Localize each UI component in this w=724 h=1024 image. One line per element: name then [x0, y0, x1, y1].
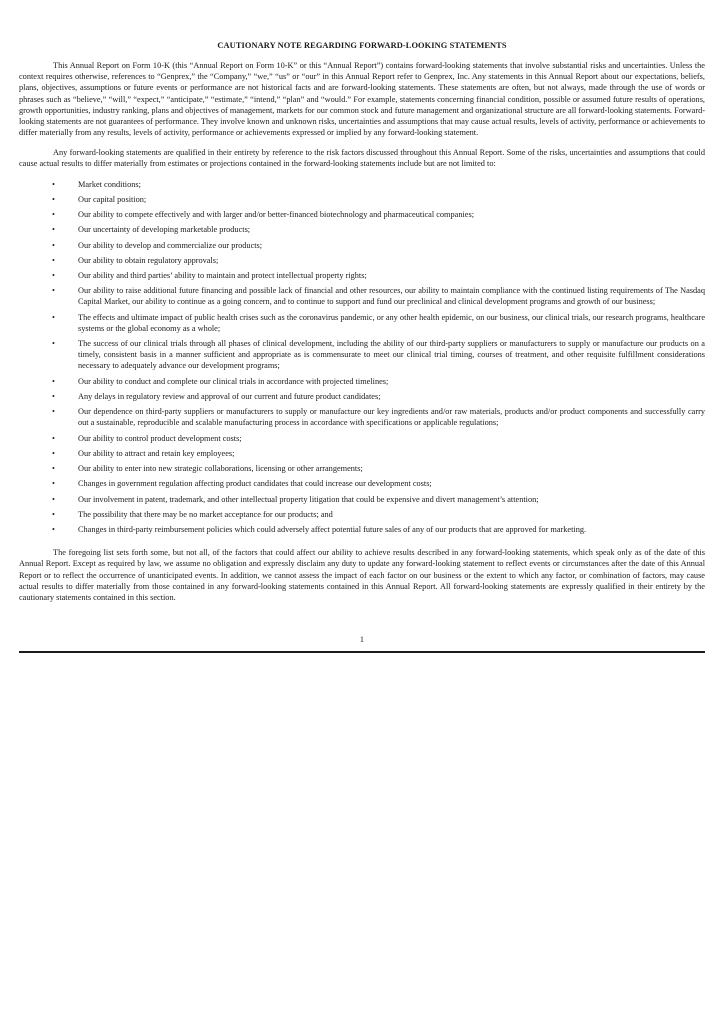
- list-item: [19, 509, 705, 520]
- list-item-text: Changes in third-party reimbursement policies which could adversely affect potential future sales of any of our products that are approved for marketing.: [78, 525, 587, 535]
- page-number: 1: [359, 635, 365, 644]
- list-item: [19, 433, 705, 444]
- list-item: [19, 270, 705, 281]
- list-item-text: Our ability to attract and retain key employees;: [78, 448, 235, 458]
- list-item: [19, 391, 705, 402]
- document-page: [19, 40, 705, 612]
- page-divider: [19, 651, 705, 653]
- bullet-icon: •: [52, 433, 55, 443]
- risk-factor-list: [19, 179, 705, 536]
- list-item-text: Our ability to conduct and complete our clinical trials in accordance with projected timelines;: [78, 376, 389, 386]
- list-item-text: Our ability to obtain regulatory approvals;: [78, 255, 219, 265]
- list-item: [19, 224, 705, 235]
- list-item-text: Our ability to raise additional future financing and possible lack of financial and other resources, our ability to maintain compliance with the continued listing requirements of The Nasdaq Capital Market, our ability to continue as a going concern, and to continue to support and fund our preclinical and clinical development programs and growth of our business;: [78, 286, 705, 307]
- closing-paragraph: The foregoing list sets forth some, but not all, of the factors that could affect our ability to achieve results described in any forward-looking statements, which speak only as of the date of this Annual Report. Except as required by law, we assume no obligation and expressly disclaim any duty to update any forward-looking statement to reflect events or circumstances after the date of this Annual Report or to reflect the occurrence of unanticipated events. In addition, we cannot assess the impact of each factor on our business or the extent to which any factor, or combination of factors, may cause actual results to differ materially from those contained in any forward-looking statements contained in this Annual Report. All forward-looking statements are expressly qualified in their entirety by the cautionary statements contained in this section.: [19, 548, 705, 602]
- bullet-icon: •: [52, 525, 55, 535]
- list-item: [19, 463, 705, 474]
- bullet-icon: •: [52, 376, 55, 386]
- list-item: [19, 478, 705, 489]
- bullet-icon: •: [52, 494, 55, 504]
- list-item: [19, 240, 705, 251]
- list-item-text: Our ability and third parties’ ability to maintain and protect intellectual property rights;: [78, 271, 367, 281]
- list-item-text: The success of our clinical trials through all phases of clinical development, including the ability of our third-party suppliers or manufacturers to supply or manufacture our products on a timely, consistent basis in a manner sufficient and appropriate as is commensurate to meet our clinical trial timing, courses of treatment, and other requisite fulfillment considerations necessary to adequately advance our development programs;: [78, 339, 705, 371]
- list-item: [19, 312, 705, 334]
- list-item: [19, 338, 705, 371]
- bullet-icon: •: [52, 240, 55, 250]
- list-item: [19, 285, 705, 307]
- list-item-text: Our ability to control product development costs;: [78, 433, 242, 443]
- bullet-icon: •: [52, 339, 55, 349]
- list-item: [19, 179, 705, 190]
- bullet-icon: •: [52, 194, 55, 204]
- qualification-paragraph: Any forward-looking statements are qualified in their entirety by reference to the risk factors discussed throughout this Annual Report. Some of the risks, uncertainties and assumptions that could cause actual results to differ materially from estimates or projections contained in the forward-looking statements include but are not limited to:: [19, 148, 705, 169]
- bullet-icon: •: [52, 179, 55, 189]
- list-item-text: The possibility that there may be no market acceptance for our products; and: [78, 509, 333, 519]
- list-item-text: Our capital position;: [78, 194, 147, 204]
- list-item: [19, 524, 705, 535]
- bullet-icon: •: [52, 210, 55, 220]
- list-item: [19, 209, 705, 220]
- bullet-icon: •: [52, 509, 55, 519]
- list-item: [19, 448, 705, 459]
- list-item: [19, 406, 705, 428]
- list-item-text: The effects and ultimate impact of public health crises such as the coronavirus pandemic, or any other health epidemic, on our business, our clinical trials, our research programs, healthcare systems or the global economy as a whole;: [78, 312, 705, 333]
- list-item-text: Our uncertainty of developing marketable products;: [78, 225, 251, 235]
- bullet-icon: •: [52, 391, 55, 401]
- bullet-icon: •: [52, 479, 55, 489]
- bullet-icon: •: [52, 225, 55, 235]
- list-item: [19, 194, 705, 205]
- bullet-icon: •: [52, 255, 55, 265]
- bullet-icon: •: [52, 407, 55, 417]
- list-item-text: Market conditions;: [78, 179, 141, 189]
- list-item-text: Our involvement in patent, trademark, and other intellectual property litigation that could be expensive and divert management’s attention;: [78, 494, 539, 504]
- list-item-text: Any delays in regulatory review and approval of our current and future product candidates;: [78, 391, 381, 401]
- bullet-icon: •: [52, 312, 55, 322]
- list-item-text: Changes in government regulation affecting product candidates that could increase our development costs;: [78, 479, 432, 489]
- bullet-icon: •: [52, 271, 55, 281]
- list-item: [19, 376, 705, 387]
- bullet-icon: •: [52, 448, 55, 458]
- list-item-text: Our dependence on third-party suppliers or manufacturers to supply or manufacture our key ingredients and/or raw materials, products and/or product components and successfully carry out a sustainable, reproducible and scalable manufacturing process in accordance with specifications or applicable regulations;: [78, 407, 705, 428]
- bullet-icon: •: [52, 286, 55, 296]
- list-item-text: Our ability to develop and commercialize our products;: [78, 240, 263, 250]
- list-item-text: Our ability to enter into new strategic collaborations, licensing or other arrangements;: [78, 464, 363, 474]
- bullet-icon: •: [52, 464, 55, 474]
- page-title: CAUTIONARY NOTE REGARDING FORWARD-LOOKING STATEMENTS: [217, 41, 507, 50]
- intro-paragraph: This Annual Report on Form 10-K (this “Annual Report on Form 10-K” or this “Annual Report”) contains forward-looking statements that involve substantial risks and uncertainties. Unless the context requires otherwise, references to “Genprex,” the “Company,” “we,” “us” or “our” in this Annual Report refer to Genprex, Inc. Any statements in this Annual Report about our expectations, beliefs, plans, objectives, assumptions or future events or performance are not historical facts and are forward-looking statements. These statements are often, but not always, made through the use of words or phrases such as “believe,” “will,” “expect,” “anticipate,” “estimate,” “intend,” “plan” and “would.” For example, statements concerning financial condition, possible or assumed future results of operations, growth opportunities, industry ranking, plans and objectives of management, markets for our common stock and future management and organizational structure are all forward-looking statements. Forward-looking statements are not guarantees of performance. They involve known and unknown risks, uncertainties and assumptions that may cause actual results, levels of activity, performance or achievements to differ materially from any results, levels of activity, performance or achievements expressed or implied by any forward-looking statement.: [19, 61, 705, 138]
- list-item: [19, 494, 705, 505]
- list-item: [19, 255, 705, 266]
- list-item-text: Our ability to compete effectively and with larger and/or better-financed biotechnology and pharmaceutical companies;: [78, 210, 475, 220]
